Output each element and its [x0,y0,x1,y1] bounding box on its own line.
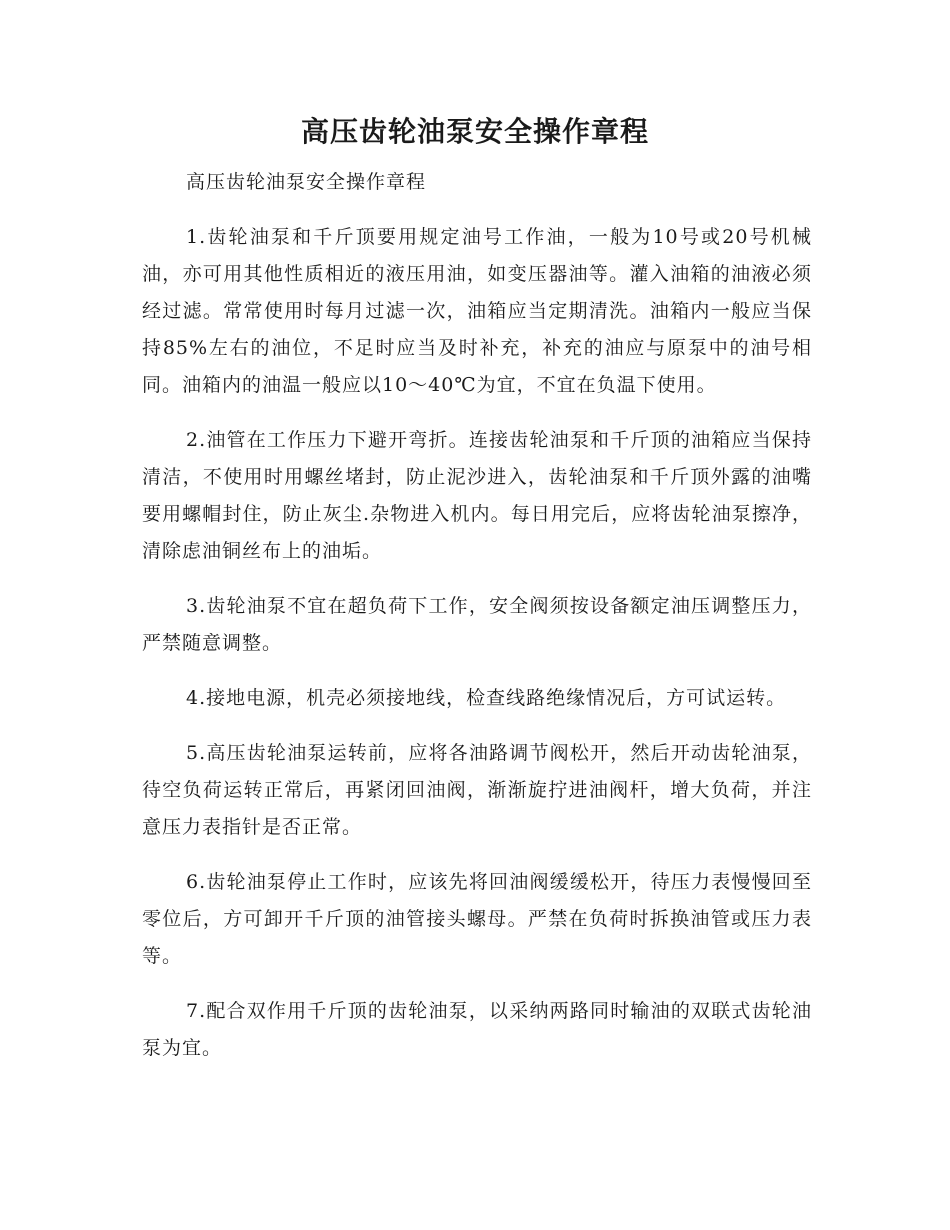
paragraph-5: 5.高压齿轮油泵运转前，应将各油路调节阀松开，然后开动齿轮油泵，待空负荷运转正常后，再紧闭回油阀，渐渐旋拧进油阀杆，增大负荷，并注意压力表指针是否正常。 [142,742,812,838]
paragraph-2: 2.油管在工作压力下避开弯折。连接齿轮油泵和千斤顶的油箱应当保持清洁，不使用时用螺丝堵封，防止泥沙进入，齿轮油泵和千斤顶外露的油嘴要用螺帽封住，防止灰尘.杂物进入机内。每日用完后，应将齿轮油泵擦净，清除虑油铜丝布上的油垢。 [142,429,812,562]
paragraph-1: 1.齿轮油泵和千斤顶要用规定油号工作油，一般为10号或20号机械油，亦可用其他性质相近的液压用油，如变压器油等。灌入油箱的油液必须经过滤。常常使用时每月过滤一次，油箱应当定期清洗。油箱内一般应当保持85%左右的油位，不足时应当及时补充，补充的油应与原泵中的油号相同。油箱内的油温一般应以10～40℃为宜，不宜在负温下使用。 [142,226,812,396]
document-body [142,164,812,1085]
paragraph-4: 4.接地电源，机壳必须接地线，检查线路绝缘情况后，方可试运转。 [186,687,787,709]
paragraph-3: 3.齿轮油泵不宜在超负荷下工作，安全阀须按设备额定油压调整压力，严禁随意调整。 [142,595,812,654]
paragraph-7: 7.配合双作用千斤顶的齿轮油泵，以采纳两路同时输油的双联式齿轮油泵为宜。 [142,1000,812,1059]
document-subtitle: 高压齿轮油泵安全操作章程 [186,171,427,193]
document-title: 高压齿轮油泵安全操作章程 [300,115,649,148]
paragraph-6: 6.齿轮油泵停止工作时，应该先将回油阀缓缓松开，待压力表慢慢回至零位后，方可卸开千斤顶的油管接头螺母。严禁在负荷时拆换油管或压力表等。 [142,871,812,967]
